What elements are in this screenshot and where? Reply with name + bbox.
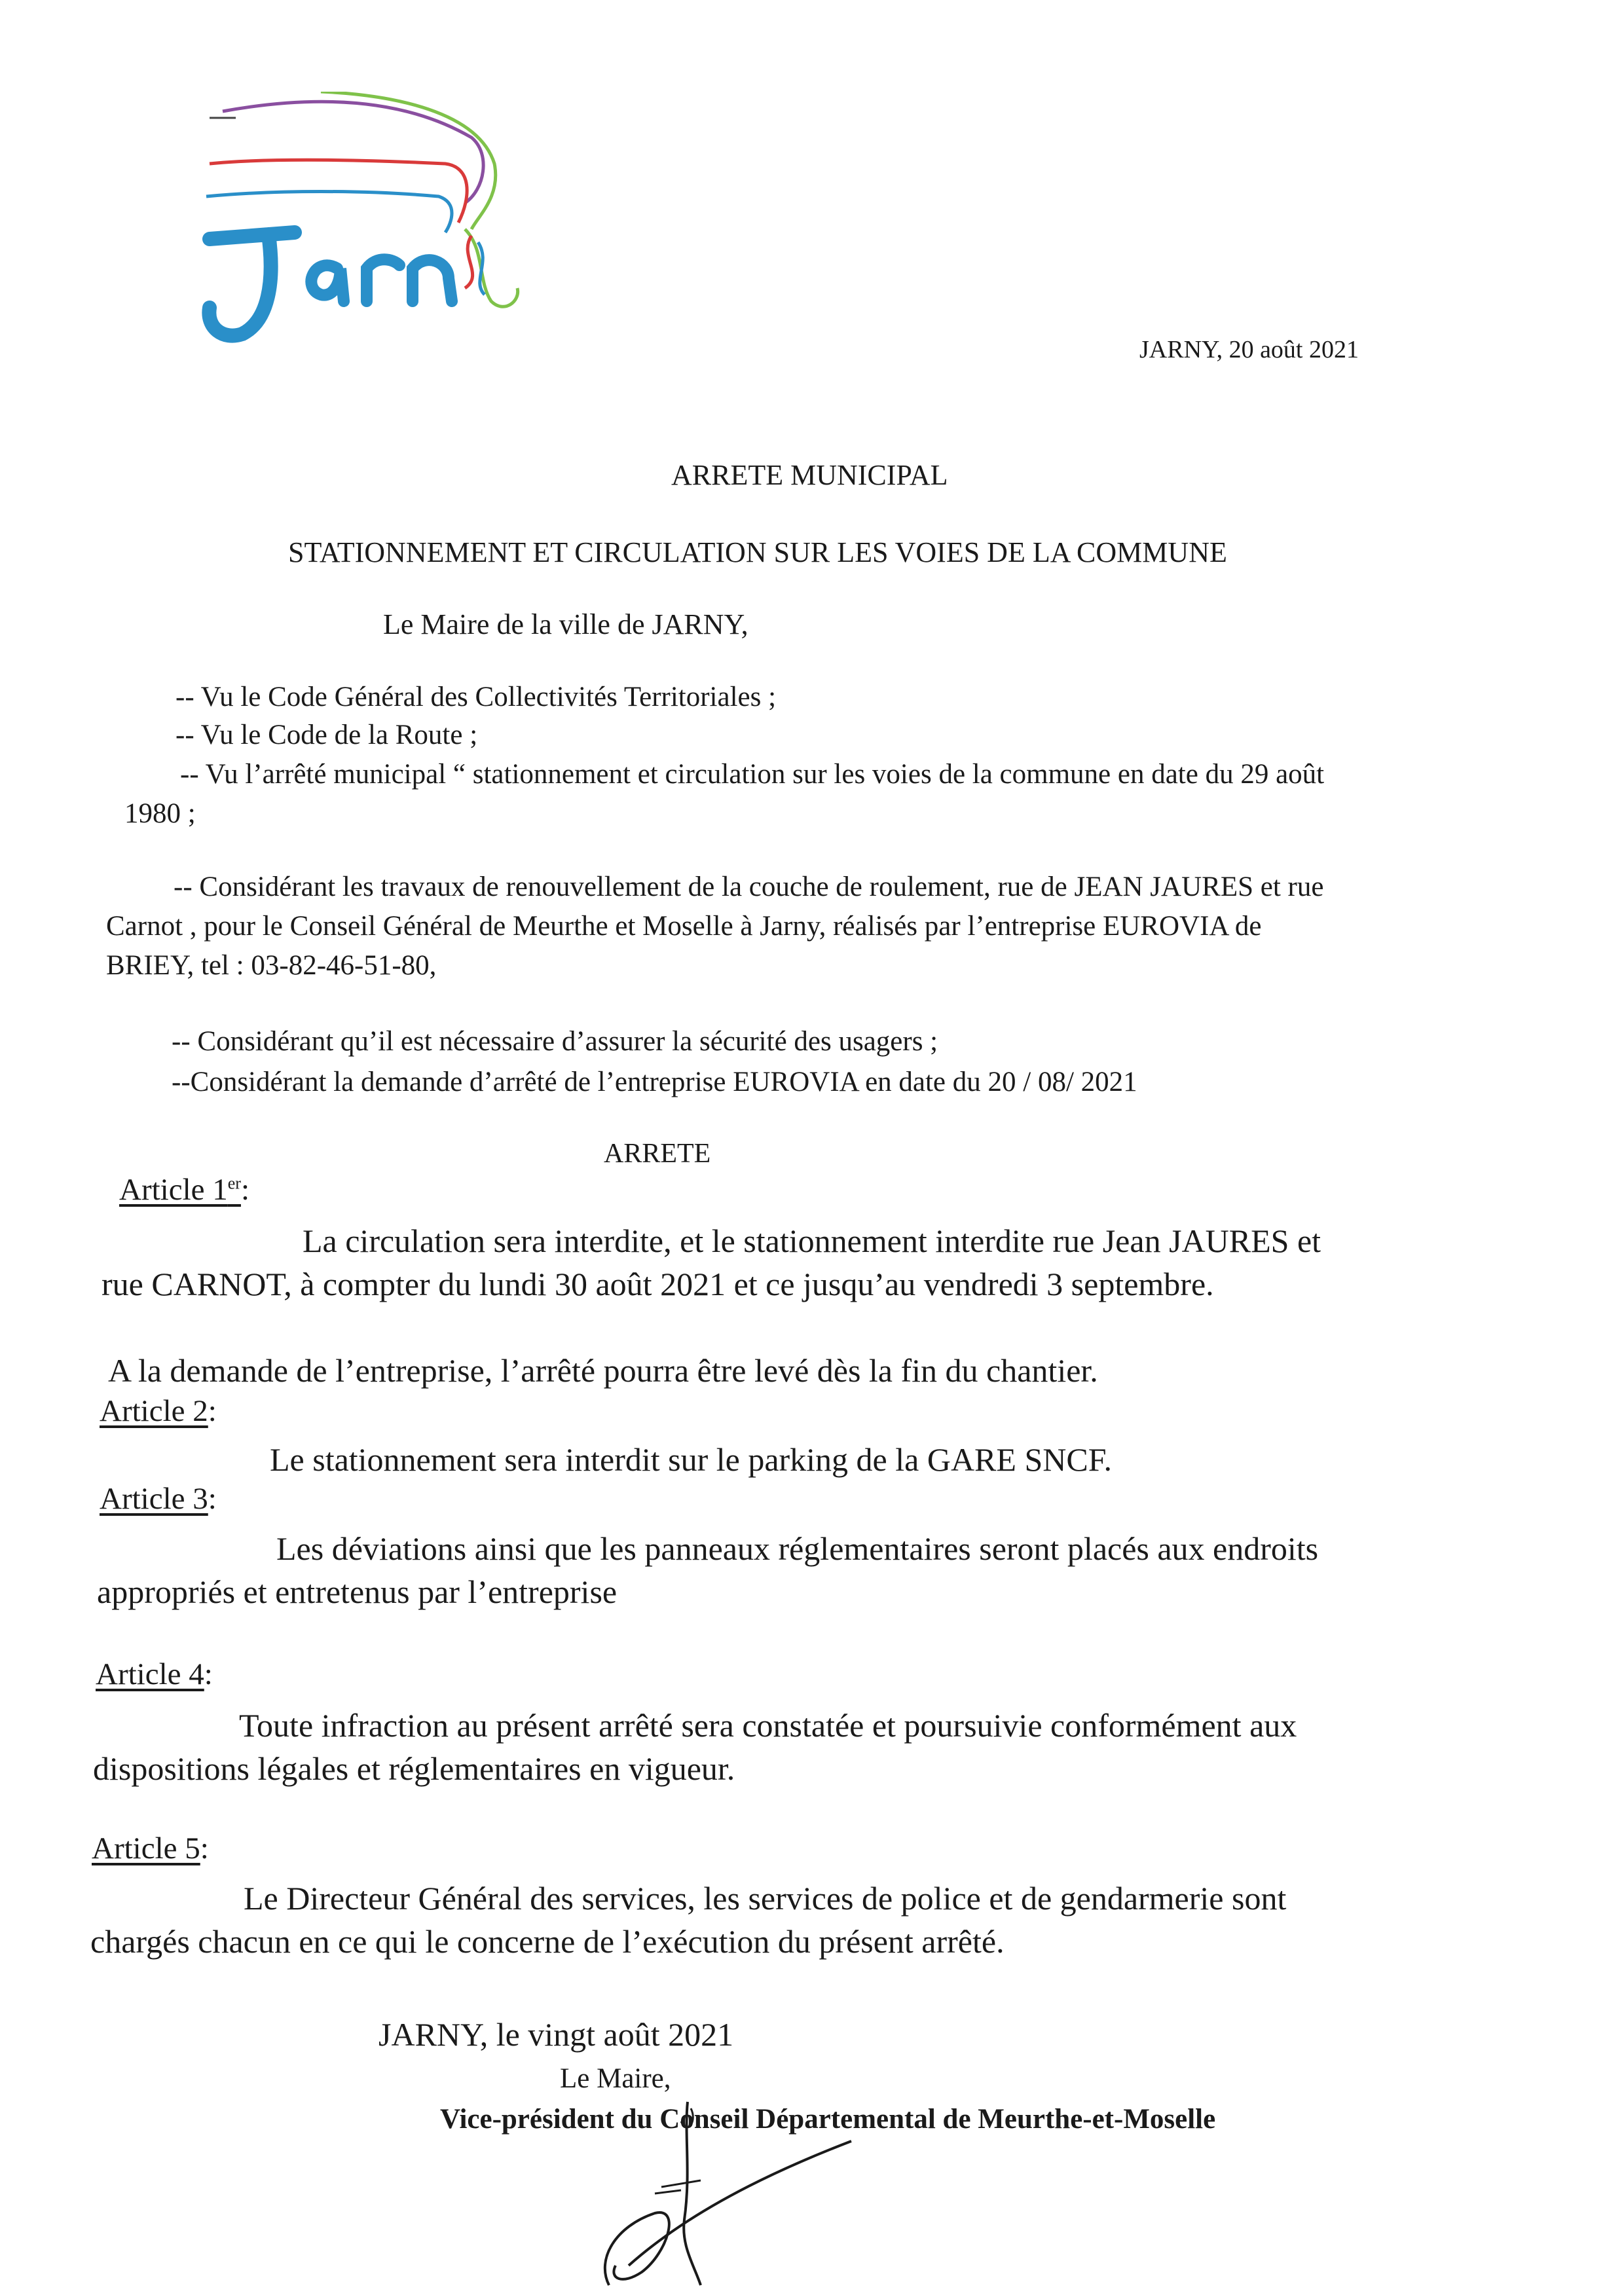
document-subtitle: STATIONNEMENT ET CIRCULATION SUR LES VOIES DE LA COMMUNE: [288, 536, 1227, 568]
signature-graphic: [570, 2095, 877, 2292]
article-2-line-1: Le stationnement sera interdit sur le parking de la GARE SNCF.: [270, 1441, 1113, 1478]
article-4-colon: :: [204, 1657, 213, 1691]
jarny-logo-graphic: [196, 92, 524, 354]
article-1-line-2: rue CARNOT, à compter du lundi 30 août 2021 et ce jusqu’au vendredi 3 septembre.: [101, 1266, 1214, 1302]
maire-intro: Le Maire de la ville de JARNY,: [383, 608, 748, 640]
signature-title: Vice-président du Conseil Départemental de Meurthe-et-Moselle: [440, 2104, 1216, 2135]
jarny-logo: [196, 92, 524, 354]
document-date: JARNY, 20 août 2021: [1139, 336, 1359, 363]
article-3-heading: [100, 1481, 217, 1516]
article-2-colon: :: [208, 1394, 217, 1428]
considerant-line-5: --Considérant la demande d’arrêté de l’entreprise EUROVIA en date du 20 / 08/ 2021: [172, 1067, 1137, 1097]
article-1-heading: [119, 1172, 249, 1207]
considerant-line-4: -- Considérant qu’il est nécessaire d’assurer la sécurité des usagers ;: [172, 1026, 938, 1057]
article-2-label: Article 2: [100, 1394, 208, 1428]
arrete-label: ARRETE: [604, 1139, 711, 1169]
handwritten-signature: [570, 2095, 877, 2292]
article-1-colon: :: [240, 1173, 250, 1207]
article-5-label: Article 5: [92, 1831, 200, 1865]
article-3-line-2: appropriés et entretenus par l’entreprise: [97, 1573, 618, 1610]
article-1-note: A la demande de l’entreprise, l’arrêté pourra être levé dès la fin du chantier.: [108, 1352, 1098, 1389]
article-1-sup: er: [227, 1173, 241, 1193]
article-5-line-2: chargés chacun en ce qui le concerne de l’exécution du présent arrêté.: [90, 1923, 1005, 1960]
article-5-colon: :: [200, 1831, 209, 1865]
article-4-line-2: dispositions légales et réglementaires en vigueur.: [93, 1750, 735, 1787]
considerant-line-2: Carnot , pour le Conseil Général de Meurthe et Moselle à Jarny, réalisés par l’entreprise EUROVIA de: [106, 911, 1262, 942]
article-3-line-1: Les déviations ainsi que les panneaux réglementaires seront placés aux endroits: [276, 1530, 1319, 1567]
document-title: ARRETE MUNICIPAL: [671, 459, 948, 491]
article-1-label: Article 1: [119, 1173, 228, 1207]
article-4-heading: [96, 1657, 213, 1692]
vu-line-3: -- Vu l’arrêté municipal “ stationnement et circulation sur les voies de la commune en date du 29 août: [180, 759, 1325, 790]
signature-date: JARNY, le vingt août 2021: [378, 2016, 734, 2053]
article-2-heading: [100, 1393, 217, 1429]
article-3-colon: :: [208, 1482, 217, 1516]
considerant-line-1: -- Considérant les travaux de renouvellement de la couche de roulement, rue de JEAN JAURES et rue: [174, 872, 1324, 902]
article-4-line-1: Toute infraction au présent arrêté sera constatée et poursuivie conformément aux: [239, 1707, 1297, 1744]
vu-line-4: 1980 ;: [124, 798, 196, 829]
signature-role: Le Maire,: [560, 2063, 671, 2094]
considerant-line-3: BRIEY, tel : 03-82-46-51-80,: [106, 950, 437, 981]
article-4-label: Article 4: [96, 1657, 204, 1691]
vu-line-2: -- Vu le Code de la Route ;: [175, 720, 478, 750]
vu-line-1: -- Vu le Code Général des Collectivités Territoriales ;: [175, 682, 777, 712]
article-1-line-1: La circulation sera interdite, et le stationnement interdite rue Jean JAURES et: [303, 1222, 1321, 1259]
article-5-line-1: Le Directeur Général des services, les services de police et de gendarmerie sont: [244, 1880, 1287, 1917]
article-3-label: Article 3: [100, 1482, 208, 1516]
article-5-heading: [92, 1831, 209, 1866]
